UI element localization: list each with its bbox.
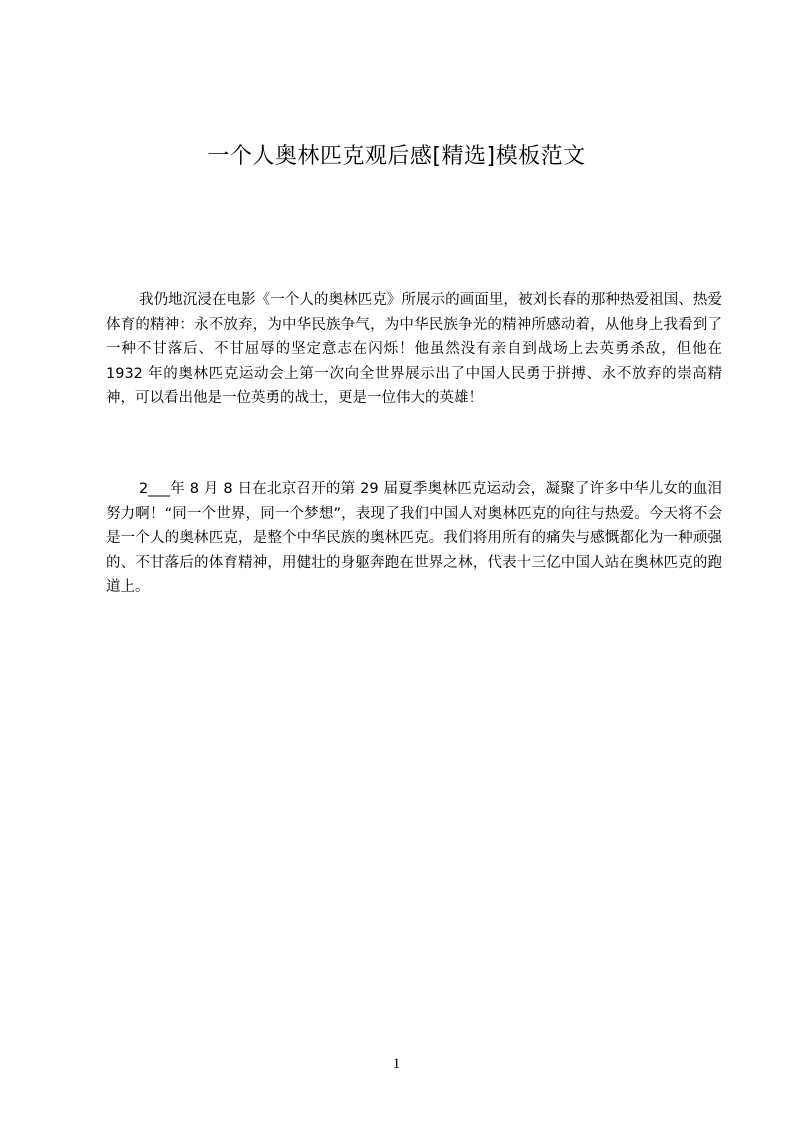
document-title: 一个人奥林匹克观后感[精选]模板范文 (207, 144, 586, 169)
page-number: 1 (392, 1056, 401, 1072)
paragraph-2: 2___年 8 月 8 日在北京召开的第 29 届夏季奥林匹克运动会，凝聚了许多中华儿女的血泪努力啊！“同一个世界，同一个梦想”，表现了我们中国人对奥林匹克的向往与热爱。今天将不会是一个人的奥林匹克，是整个中华民族的奥林匹克。我们将用所有的痛失与感慨都化为一种顽强的、不甘落后的体育精神，用健壮的身躯奔跑在世界之林，代表十三亿中国人站在奥林匹克的跑道上。 (106, 481, 722, 596)
paragraph-1: 我仍地沉浸在电影《一个人的奥林匹克》所展示的画面里，被刘长春的那种热爱祖国、热爱体育的精神：永不放弃，为中华民族争气，为中华民族争光的精神所感动着，从他身上我看到了一种不甘落后、不甘屈辱的坚定意志在闪烁！他虽然没有亲自到战场上去英勇杀敌，但他在 1932 年的奥林匹克运动会上第一次向全世界展示出了中国人民勇于拼搏、永不放弃的崇高精神，可以看出他是一位英勇的战士，更是一位伟大的英雄！ (106, 292, 722, 407)
